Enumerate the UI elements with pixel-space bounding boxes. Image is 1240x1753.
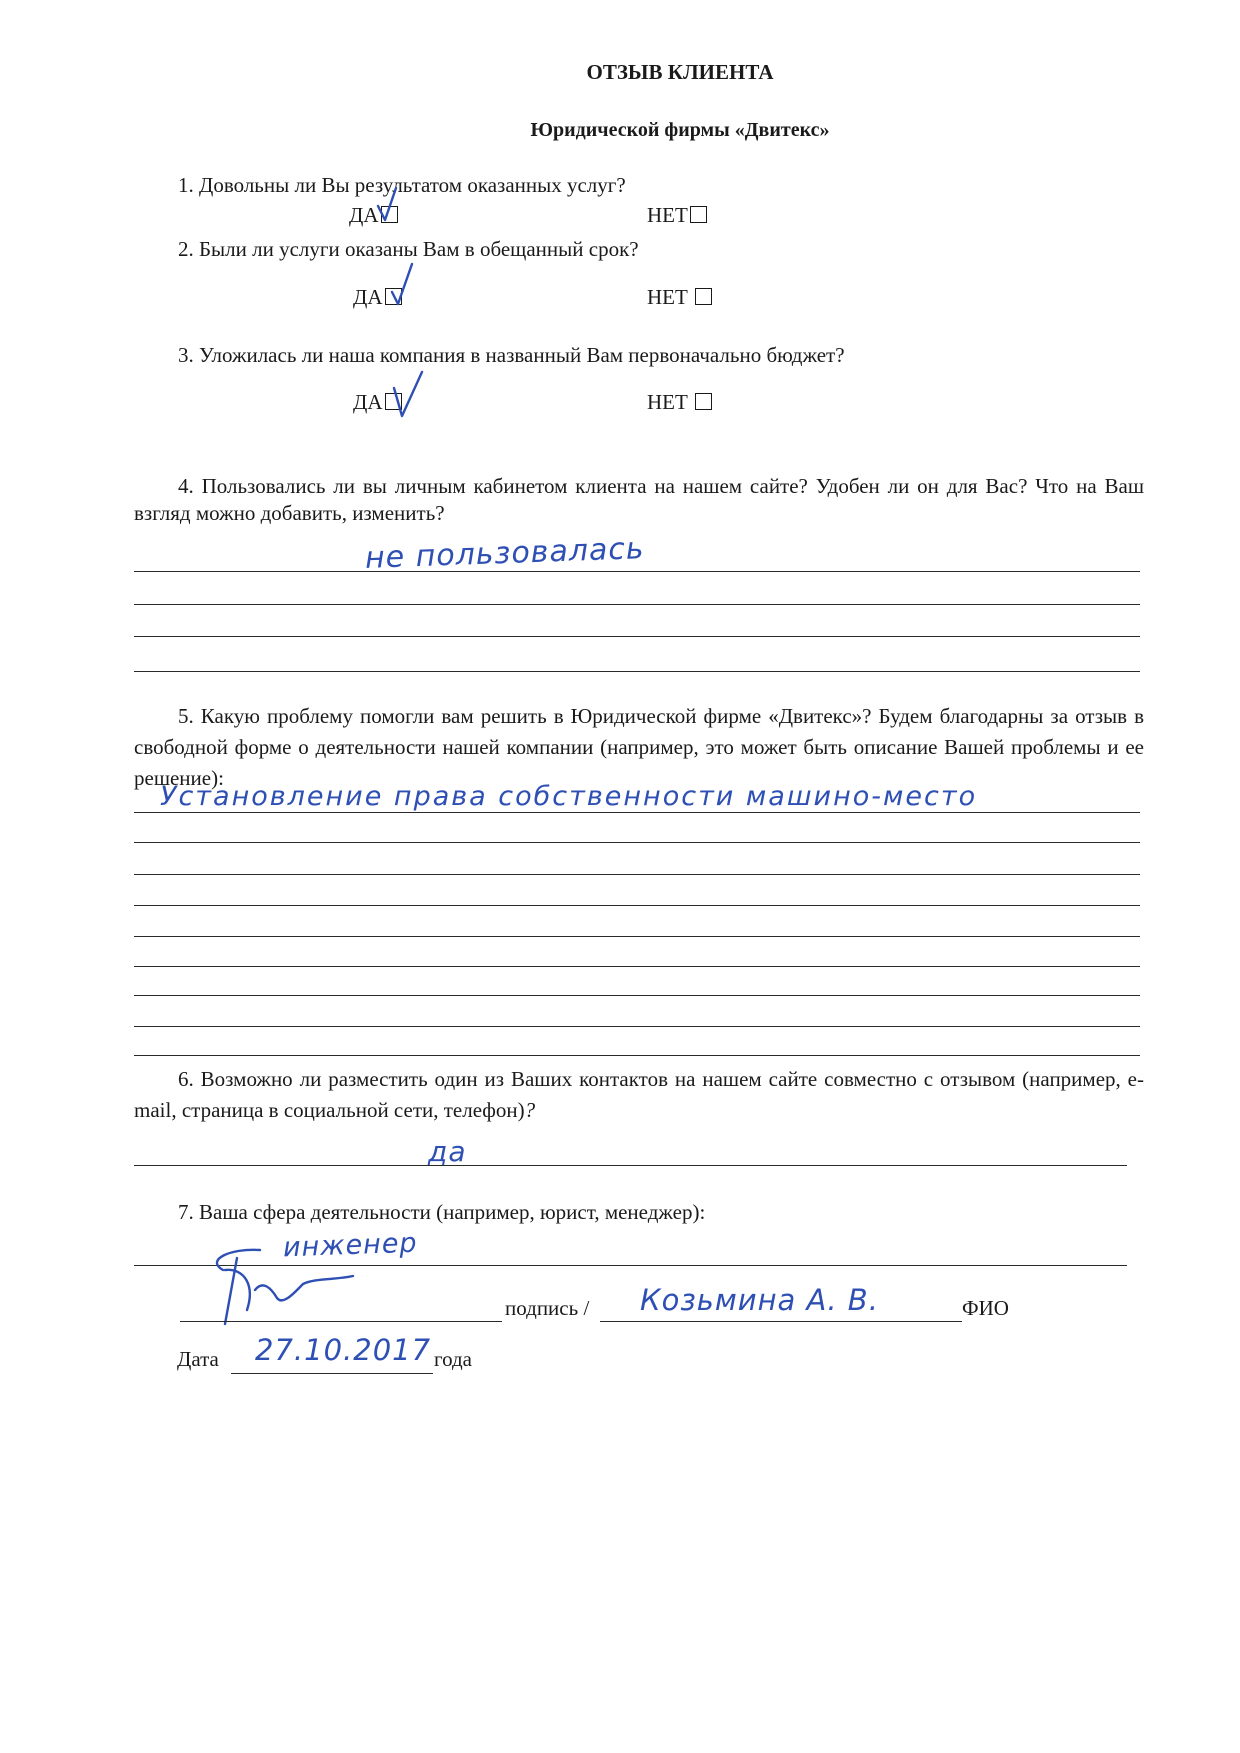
q2-yes-label: ДА xyxy=(353,285,383,309)
q4-answer-line xyxy=(134,636,1140,637)
question-6-text: 6. Возможно ли разместить один из Ваших контактов на нашем сайте совместно с отзывом (например, e-mail, страница в социальной сети, телефон) xyxy=(134,1067,1144,1122)
q5-answer-line xyxy=(134,905,1140,906)
q5-answer-line xyxy=(134,874,1140,875)
q4-answer-line xyxy=(134,604,1140,605)
q3-no-checkbox[interactable] xyxy=(695,393,712,410)
date-value[interactable]: 27.10.2017 xyxy=(255,1333,432,1367)
q5-answer-line xyxy=(134,1026,1140,1027)
date-label: Дата xyxy=(177,1347,219,1371)
q1-no-checkbox[interactable] xyxy=(690,206,707,223)
client-name-value[interactable]: Козьмина А. В. xyxy=(640,1283,879,1317)
q5-answer-line xyxy=(134,812,1140,813)
q1-yes-checkmark xyxy=(352,184,412,224)
q5-answer-line xyxy=(134,936,1140,937)
q2-yes-checkmark xyxy=(368,258,428,308)
document-title: ОТЗЫВ КЛИЕНТА xyxy=(586,60,774,84)
q3-no-label: НЕТ xyxy=(647,390,688,414)
q2-no-label: НЕТ xyxy=(647,285,688,309)
question-7: 7. Ваша сфера деятельности (например, юрист, менеджер): xyxy=(178,1200,706,1224)
question-3: 3. Уложилась ли наша компания в названный Вам первоначально бюджет? xyxy=(178,343,845,367)
q2-no-checkbox[interactable] xyxy=(695,288,712,305)
client-signature xyxy=(185,1240,365,1330)
q5-answer-line xyxy=(134,1055,1140,1056)
firm-subtitle: Юридической фирмы «Двитекс» xyxy=(530,119,830,141)
q4-answer-line xyxy=(134,671,1140,672)
q1-yes-label: ДА xyxy=(349,203,379,227)
q6-answer-line xyxy=(134,1165,1127,1166)
name-label: ФИО xyxy=(962,1296,1009,1320)
question-6 xyxy=(134,1064,1144,1126)
date-line xyxy=(231,1373,433,1374)
q6-answer[interactable]: да xyxy=(428,1135,467,1168)
q5-answer-line xyxy=(134,966,1140,967)
question-2: 2. Были ли услуги оказаны Вам в обещанный срок? xyxy=(178,237,639,261)
q5-answer-line xyxy=(134,842,1140,843)
name-line xyxy=(600,1321,962,1322)
q4-answer[interactable]: не пользовалась xyxy=(364,531,646,576)
q5-answer[interactable]: Установление права собственности машино-место xyxy=(160,781,978,812)
q2-no-option[interactable] xyxy=(647,285,712,310)
question-6-qmark: ? xyxy=(524,1098,536,1122)
question-1: 1. Довольны ли Вы результатом оказанных услуг? xyxy=(178,173,626,197)
q3-yes-checkmark xyxy=(378,368,438,428)
q5-answer-line xyxy=(134,995,1140,996)
question-5: 5. Какую проблему помогли вам решить в Юридической фирме «Двитекс»? Будем благодарны за отзыв в свободной форме о деятельности нашей компании (например, это может быть описание Вашей проблемы и ее решение): xyxy=(134,704,1144,790)
q3-no-option[interactable] xyxy=(647,390,712,415)
signature-label: подпись / xyxy=(505,1296,590,1320)
signature-line xyxy=(180,1321,502,1322)
year-label: года xyxy=(434,1347,472,1371)
q1-no-option[interactable] xyxy=(647,203,707,228)
q3-yes-label: ДА xyxy=(353,390,383,414)
q4-answer-line xyxy=(134,571,1140,572)
q1-no-label: НЕТ xyxy=(647,203,688,227)
question-4: 4. Пользовались ли вы личным кабинетом клиента на нашем сайте? Удобен ли он для Вас? Что на Ваш взгляд можно добавить, изменить? xyxy=(134,474,1144,525)
q7-answer[interactable]: инженер xyxy=(282,1227,419,1264)
